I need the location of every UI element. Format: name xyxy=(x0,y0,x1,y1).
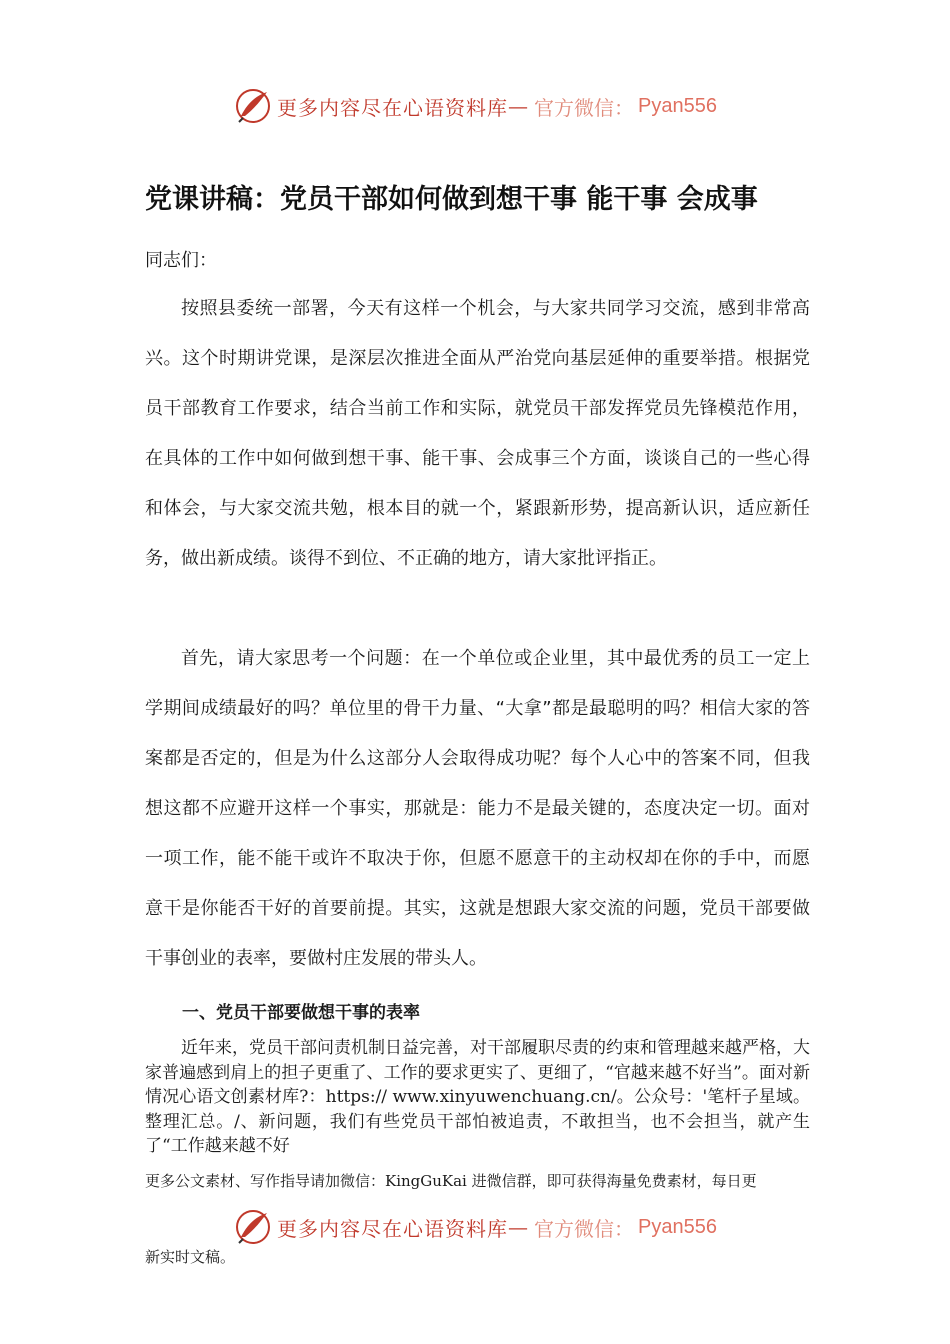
quill-logo-icon xyxy=(233,1207,273,1247)
section-heading: 一、党员干部要做想干事的表率 xyxy=(182,1003,420,1023)
banner-separator: — xyxy=(508,1215,529,1239)
salutation: 同志们： xyxy=(145,250,217,271)
banner-wechat-id: Pyan556 xyxy=(638,94,717,117)
paragraph-intro: 按照县委统一部署，今天有这样一个机会，与大家共同学习交流，感到非常高兴。这个时期讲党课，是深层次推进全面从严治党向基层延伸的重要举措。根据党员干部教育工作要求，结合当前工作和实际，就党员干部发挥党员先锋模范作用，在具体的工作中如何做到想干事、能干事、会成事三个方面，谈谈自己的一些心得和体会，与大家交流共勉，根本目的就一个，紧跟新形势，提高新认识，适应新任务，做出新成绩。谈得不到位、不正确的地方，请大家批评指正。 xyxy=(145,298,810,569)
footer-note-continued: 新实时文稿。 xyxy=(145,1248,236,1266)
footer-note: 更多公文素材、写作指导请加微信：KingGuKai 进微信群，即可获得海量免费素材，每日更 xyxy=(145,1172,757,1190)
banner-wechat-label: 官方微信： xyxy=(534,1216,635,1241)
banner-separator: — xyxy=(508,94,529,118)
paragraph-question: 首先，请大家思考一个问题：在一个单位或企业里，其中最优秀的员工一定上学期间成绩最好的吗？单位里的骨干力量、“大拿”都是最聪明的吗？相信大家的答案都是否定的，但是为什么这部分人会取得成功呢？每个人心中的答案不同，但我想这都不应避开这样一个事实，那就是：能力不是最关键的，态度决定一切。面对一项工作，能不能干或许不取决于你，但愿不愿意干的主动权却在你的手中，而愿意干是你能否干好的首要前提。其实，这就是想跟大家交流的问题，党员干部要做干事创业的表率，要做村庄发展的带头人。 xyxy=(145,648,810,969)
banner-wechat-id: Pyan556 xyxy=(638,1215,717,1238)
document-title: 党课讲稿：党员干部如何做到想干事 能干事 会成事 xyxy=(145,184,758,215)
quill-logo-icon xyxy=(233,86,273,126)
footer-watermark-banner xyxy=(0,1205,950,1249)
banner-text: 更多内容尽在心语资料库 xyxy=(277,95,509,120)
banner-wechat-label: 官方微信： xyxy=(534,95,635,120)
header-watermark-banner xyxy=(0,84,950,128)
paragraph-section-body: 近年来，党员干部问责机制日益完善，对干部履职尽责的约束和管理越来越严格，大家普遍感到肩上的担子更重了、工作的要求更实了、更细了，“官越来越不好当”。面对新情况心语文创素材库?：https:// www.xinyuwenchuang.cn/。公众号：'笔杆子星域。整理汇总。/、新问题，我们有些党员干部怕被追责，不敢担当，也不会担当，就产生了“工作越来越不好 xyxy=(145,1038,810,1156)
banner-text: 更多内容尽在心语资料库 xyxy=(277,1216,509,1241)
